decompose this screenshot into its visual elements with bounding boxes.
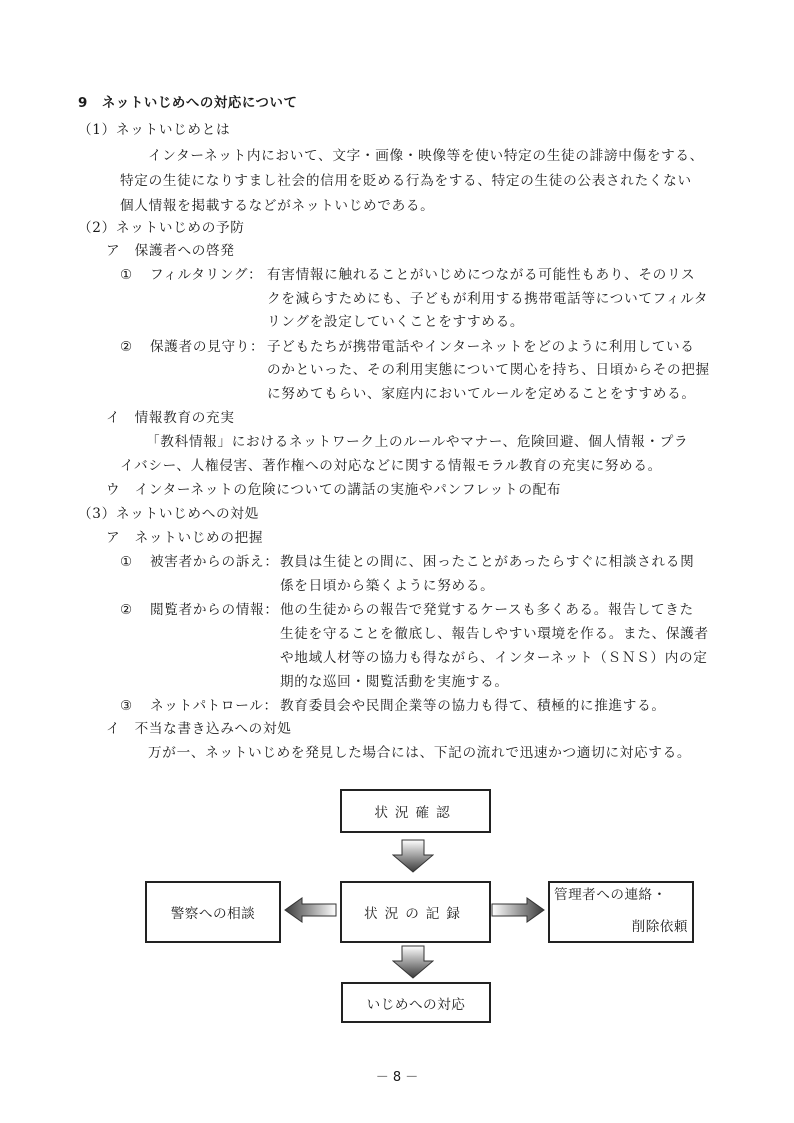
item-label: 保護者の見守り： [150, 339, 265, 355]
item-number: ① [120, 267, 133, 283]
item-number: ① [120, 554, 133, 570]
flow-box-response-label: いじめへの対応 [366, 996, 466, 1013]
item-label: 閲覧者からの情報： [150, 602, 279, 618]
flow-box-admin-line1: 管理者への連絡・ [554, 887, 667, 903]
item-heading-u: ウ インターネットの危険についての講話の実施やパンフレットの配布 [106, 482, 562, 498]
subsection-3-heading: （3）ネットいじめへの対処 [78, 506, 259, 522]
paragraph-line: インターネット内において、文字・画像・映像等を使い特定の生徒の誹謗中傷をする、 [148, 148, 704, 164]
item-text: 生徒を守ることを徹底し、報告しやすい環境を作る。また、保護者 [280, 626, 709, 642]
paragraph-line: 個人情報を掲載するなどがネットいじめである。 [120, 198, 435, 214]
paragraph-line: イバシー、人権侵害、著作権への対応などに関する情報モラル教育の充実に努める。 [120, 458, 662, 474]
item-text: 有害情報に触れることがいじめにつながる可能性もあり、そのリス [267, 267, 696, 283]
paragraph-line: 特定の生徒になりすまし社会的信用を貶める行為をする、特定の生徒の公表されたくない [120, 173, 692, 189]
flow-box-record-label: 状況の記録 [364, 906, 467, 922]
item-label: 被害者からの訴え： [150, 554, 279, 570]
flow-box-admin [548, 881, 694, 943]
arrow-down-icon [392, 945, 434, 979]
arrow-left-icon [284, 897, 337, 923]
item-text: 子どもたちが携帯電話やインターネットをどのように利用している [267, 339, 695, 355]
item-number: ③ [120, 698, 133, 714]
item-label: ネットパトロール： [150, 698, 278, 714]
item-heading-a: ア 保護者への啓発 [106, 243, 235, 259]
paragraph-line: 「教科情報」におけるネットワーク上のルールやマナー、危険回避、個人情報・プラ [146, 434, 689, 450]
paragraph-line: 万が一、ネットいじめを発見した場合には、下記の流れで迅速かつ適切に対応する。 [148, 745, 692, 761]
flow-box-confirm-label: 状況確認 [374, 805, 457, 821]
item-text: 教員は生徒との間に、困ったことがあったらすぐに相談される関 [280, 554, 695, 570]
item-heading-a: ア ネットいじめの把握 [106, 530, 264, 546]
item-text: や地域人材等の協力も得ながら、インターネット（ＳＮＳ）内の定 [280, 650, 708, 666]
item-text: 他の生徒からの報告で発覚するケースも多くある。報告してきた [280, 602, 694, 618]
subsection-1-heading: （1）ネットいじめとは [78, 122, 231, 138]
arrow-right-icon [491, 897, 545, 923]
flow-box-admin-line2: 削除依頼 [631, 919, 688, 935]
flow-box-response [341, 982, 491, 1023]
item-heading-i: イ 情報教育の充実 [106, 410, 235, 426]
page-number: － 8 － [375, 1070, 419, 1085]
item-text: 期的な巡回・閲覧活動を実施する。 [280, 674, 509, 690]
item-text: クを減らすためにも、子どもが利用する携帯電話等についてフィルタ [267, 291, 709, 307]
arrow-down-icon [392, 839, 434, 873]
item-text: リングを設定していくことをすすめる。 [267, 314, 525, 330]
item-text: 教育委員会や民間企業等の協力も得て、積極的に推進する。 [280, 698, 666, 714]
flow-box-police-label: 警察への相談 [170, 906, 256, 922]
flow-box-record [340, 881, 491, 943]
flow-box-police [145, 881, 281, 943]
item-number: ② [120, 602, 133, 618]
item-text: のかといった、その利用実態について関心を持ち、日頃からその把握 [267, 362, 710, 378]
item-label: フィルタリング： [150, 267, 263, 283]
flow-box-confirm [340, 789, 491, 833]
item-heading-i: イ 不当な書き込みへの対処 [106, 721, 292, 737]
item-number: ② [120, 339, 133, 355]
subsection-2-heading: （2）ネットいじめの予防 [78, 220, 245, 236]
section-title: 9 ネットいじめへの対応について [78, 96, 298, 111]
item-text: 係を日頃から築くように努める。 [280, 578, 495, 594]
item-text: に努めてもらい、家庭内においてルールを定めることをすすめる。 [267, 386, 696, 402]
